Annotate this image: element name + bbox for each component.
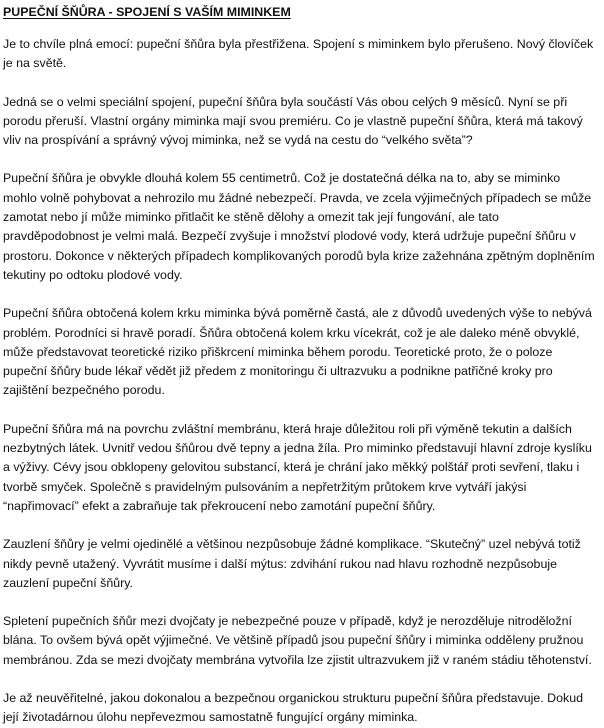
paragraph-conclusion: Je až neuvěřitelné, jakou dokonalou a bezpečnou organickou strukturu pupeční šňůra představuje. Dokud její životadárnou úlohu nepřevezmou samostatně fungující orgány miminka. <box>3 691 583 725</box>
paragraph-knot: Zauzlení šňůry je velmi ojedinělé a většinou nezpůsobuje žádné komplikace. “Skutečný” uzel nebývá totiž nikdy pevně utažený. Vyvrátit musíme i další mýtus: zdvihání rukou nad hlavu rozhodně nezpůsobuje zauzlení pupeční šňůry. <box>3 537 581 590</box>
paragraph-membrane: Pupeční šňůra má na povrchu zvláštní membránu, která hraje důležitou roli při výměně tekutin a dalších nezbytných látek. Uvnitř vedou šňůrou dvě tepny a jedna žíla. Pro miminko představují hlavní zdroje kyslíku a výživy. Cévy jsou obklopeny gelovitou substancí, která je chrání jako měkký polštář proti sevření, tlaku i tvorbě smyček. Společně s pravidelným pulsováním a nepřetržitým průtokem krve vytváří jakýsi “napřimovací” efekt a zabraňuje tak překroucení nebo zamotání pupeční šňůry. <box>3 421 592 513</box>
paragraph-special-connection: Jedná se o velmi speciální spojení, pupeční šňůra byla součástí Vás obou celých 9 měsíců. Nyní se při porodu přeruší. Vlastní orgány miminka mají svou premiéru. Co je vlastně pupeční šňůra, která má takový vliv na prospívání a správný vývoj miminka, než se vydá na cestu do “velkého světa”? <box>3 94 583 148</box>
paragraph-intro: Je to chvíle plná emocí: pupeční šňůra byla přestřižena. Spojení s miminkem bylo přerušeno. Nový človíček je na světě. <box>3 37 594 71</box>
document-title: PUPEČNÍ ŠŇŮRA - SPOJENÍ S VAŠÍM MIMINKEM <box>3 5 291 19</box>
paragraph-twins: Spletení pupečních šňůr mezi dvojčaty je nebezpečné pouze v případě, když je nerozděluje nitroděložní blána. To ovšem bývá opět výjimečné. Ve většině případů jsou pupeční šňůry i miminka odděleny pružnou membránou. Zda se mezi dvojčaty membrána vytvořila lze zjistit ultrazvukem již v raném stádiu těhotenství. <box>3 614 592 667</box>
paragraph-around-neck: Pupeční šňůra obtočená kolem krku miminka bývá poměrně častá, ale z důvodů uvedených výše to nebývá problém. Porodníci si hravě poradí. Šňůra obtočená kolem krku vícekrát, což je ale daleko méně obvyklé, může představovat teoretické riziko přiškrcení miminka během porodu. Teoretické proto, že o poloze pupeční šňůry bude lékař vědět již předem z monitoringu či ultrazvuku a podnikne patřičné kroky pro zajištění bezpečného porodu. <box>3 306 592 398</box>
paragraph-length: Pupeční šňůra je obvykle dlouhá kolem 55 centimetrů. Což je dostatečná délka na to, aby se miminko mohlo volně pohybovat a nehrozilo mu žádné nebezpečí. Pravda, ve zcela výjimečných případech se může zamotat nebo jí může miminko přitlačit ke stěně dělohy a omezit tak její fungování, ale tato pravděpodobnost je velmi malá. Bezpečí zvyšuje i množství plodové vody, která udržuje pupeční šňůru v prostoru. Dokonce v některých případech komplikovaných porodů byla krize zažehnána zpětným doplněním tekutiny po odtoku plodové vody. <box>3 171 595 282</box>
